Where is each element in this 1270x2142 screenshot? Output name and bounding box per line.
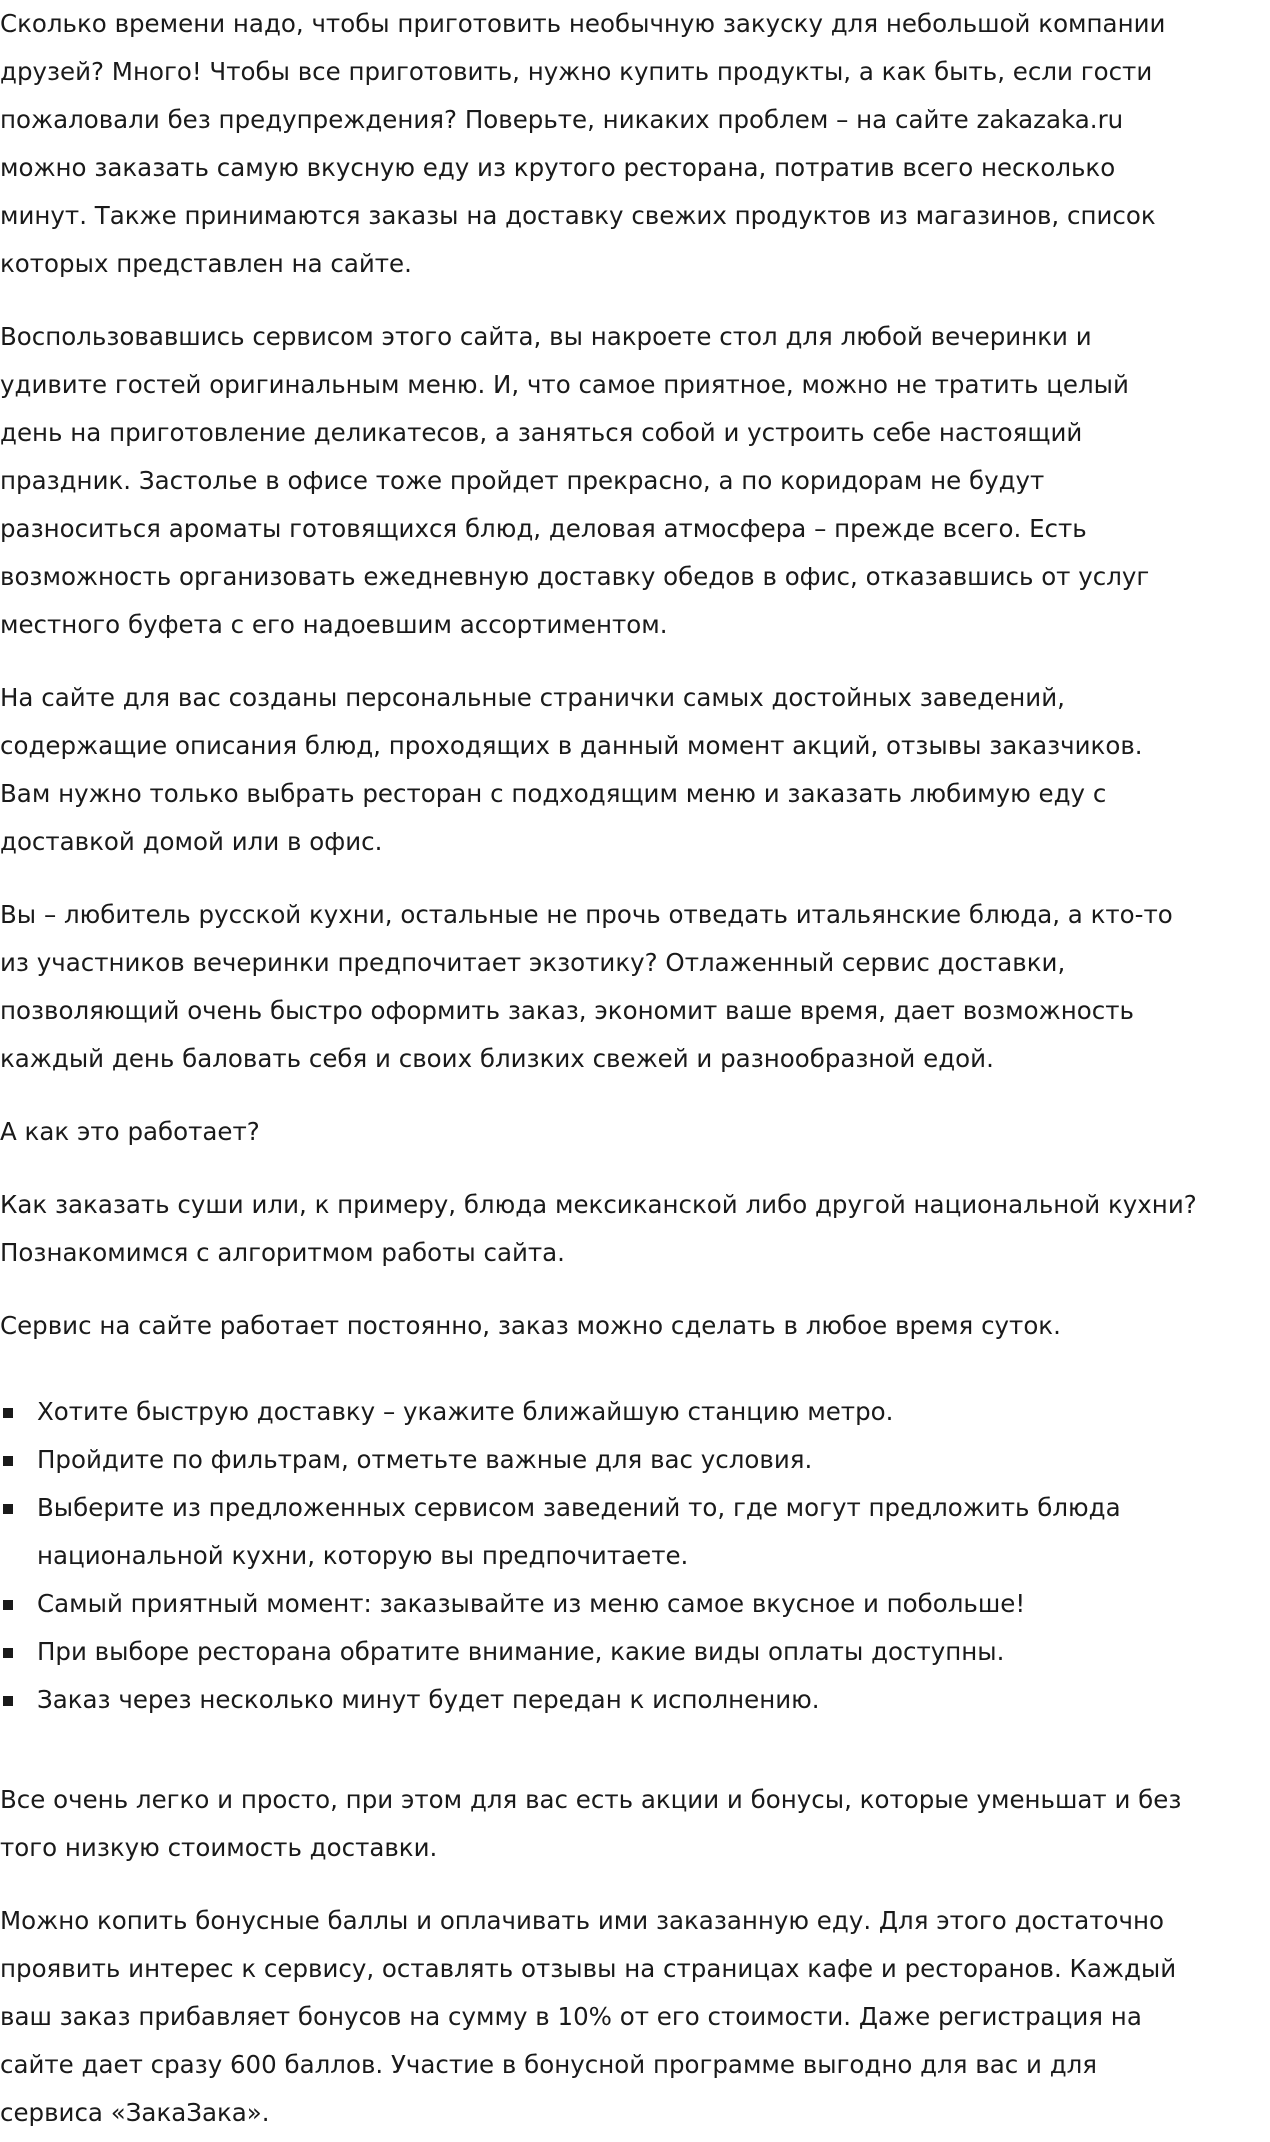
paragraph-line: того низкую стоимость доставки. — [0, 1833, 438, 1862]
list-item — [0, 1436, 1270, 1484]
paragraph-line: сервиса «ЗакаЗака». — [0, 2098, 270, 2127]
article-paragraph — [0, 1776, 1270, 1872]
list-item — [0, 1676, 1270, 1724]
paragraph-line: Познакомимся с алгоритмом работы сайта. — [0, 1238, 565, 1267]
order-steps-list — [0, 1388, 1270, 1724]
list-item — [0, 1580, 1270, 1628]
paragraph-line: проявить интерес к сервису, оставлять отзывы на страницах кафе и ресторанов. Каждый — [0, 1954, 1177, 1983]
paragraph-line: которых представлен на сайте. — [0, 249, 412, 278]
paragraph-line: пожаловали без предупреждения? Поверьте, никаких проблем – на сайте zakazaka.ru — [0, 105, 1124, 134]
list-item-line: Пройдите по фильтрам, отметьте важные для вас условия. — [37, 1445, 813, 1474]
paragraph-line: сайте дает сразу 600 баллов. Участие в бонусной программе выгодно для вас и для — [0, 2050, 1098, 2079]
square-bullet-icon — [3, 1696, 13, 1706]
square-bullet-icon — [3, 1600, 13, 1610]
paragraph-line: местного буфета с его надоевшим ассортиментом. — [0, 610, 668, 639]
paragraph-line: Как заказать суши или, к примеру, блюда мексиканской либо другой национальной кухни? — [0, 1190, 1197, 1219]
paragraph-line: Сервис на сайте работает постоянно, заказ можно сделать в любое время суток. — [0, 1311, 1061, 1340]
paragraph-line: Все очень легко и просто, при этом для вас есть акции и бонусы, которые уменьшат и без — [0, 1785, 1182, 1814]
square-bullet-icon — [3, 1456, 13, 1466]
paragraph-line: минут. Также принимаются заказы на доставку свежих продуктов из магазинов, список — [0, 201, 1156, 230]
square-bullet-icon — [3, 1648, 13, 1658]
paragraph-line: содержащие описания блюд, проходящих в данный момент акций, отзывы заказчиков. — [0, 731, 1143, 760]
list-item — [0, 1484, 1270, 1580]
article-paragraph — [0, 1108, 1270, 1156]
paragraph-line: На сайте для вас созданы персональные странички самых достойных заведений, — [0, 683, 1065, 712]
article-paragraph — [0, 1897, 1270, 2137]
article-bottom-paragraphs — [0, 1776, 1270, 2137]
paragraph-line: из участников вечеринки предпочитает экзотику? Отлаженный сервис доставки, — [0, 948, 1066, 977]
paragraph-line: ваш заказ прибавляет бонусов на сумму в 10% от его стоимости. Даже регистрация на — [0, 2002, 1142, 2031]
paragraph-line: каждый день баловать себя и своих близких свежей и разнообразной едой. — [0, 1044, 994, 1073]
paragraph-line: А как это работает? — [0, 1117, 260, 1146]
paragraph-line: доставкой домой или в офис. — [0, 827, 383, 856]
paragraph-line: возможность организовать ежедневную доставку обедов в офис, отказавшись от услуг — [0, 562, 1150, 591]
paragraph-line: разноситься ароматы готовящихся блюд, деловая атмосфера – прежде всего. Есть — [0, 514, 1087, 543]
article-paragraph — [0, 313, 1270, 649]
paragraph-line: Сколько времени надо, чтобы приготовить необычную закуску для небольшой компании — [0, 9, 1166, 38]
article-paragraph — [0, 891, 1270, 1083]
paragraph-line: Вам нужно только выбрать ресторан с подходящим меню и заказать любимую еду с — [0, 779, 1107, 808]
paragraph-line: праздник. Застолье в офисе тоже пройдет прекрасно, а по коридорам не будут — [0, 466, 1045, 495]
paragraph-line: позволяющий очень быстро оформить заказ, экономит ваше время, дает возможность — [0, 996, 1134, 1025]
paragraph-line: день на приготовление деликатесов, а заняться собой и устроить себе настоящий — [0, 418, 1083, 447]
article-paragraph — [0, 674, 1270, 866]
article-paragraph — [0, 1181, 1270, 1277]
article-paragraph — [0, 1302, 1270, 1350]
paragraph-line: можно заказать самую вкусную еду из крутого ресторана, потратив всего несколько — [0, 153, 1116, 182]
list-item-line: Выберите из предложенных сервисом заведений то, где могут предложить блюда — [37, 1493, 1121, 1522]
list-item-line: Хотите быструю доставку – укажите ближайшую станцию метро. — [37, 1397, 894, 1426]
square-bullet-icon — [3, 1504, 13, 1514]
article-paragraph — [0, 0, 1270, 288]
paragraph-line: удивите гостей оригинальным меню. И, что самое приятное, можно не тратить целый — [0, 370, 1129, 399]
list-item — [0, 1388, 1270, 1436]
list-item-line: Заказ через несколько минут будет передан к исполнению. — [37, 1685, 820, 1714]
paragraph-line: Можно копить бонусные баллы и оплачивать ими заказанную еду. Для этого достаточно — [0, 1906, 1165, 1935]
list-item-line: Самый приятный момент: заказывайте из меню самое вкусное и побольше! — [37, 1589, 1026, 1618]
paragraph-line: Воспользовавшись сервисом этого сайта, вы накроете стол для любой вечеринки и — [0, 322, 1092, 351]
list-item-line: национальной кухни, которую вы предпочитаете. — [37, 1541, 689, 1570]
list-item — [0, 1628, 1270, 1676]
paragraph-line: Вы – любитель русской кухни, остальные не прочь отведать итальянские блюда, а кто-то — [0, 900, 1173, 929]
paragraph-line: друзей? Много! Чтобы все приготовить, нужно купить продукты, а как быть, если гости — [0, 57, 1153, 86]
square-bullet-icon — [3, 1408, 13, 1418]
list-item-line: При выборе ресторана обратите внимание, какие виды оплаты доступны. — [37, 1637, 1005, 1666]
